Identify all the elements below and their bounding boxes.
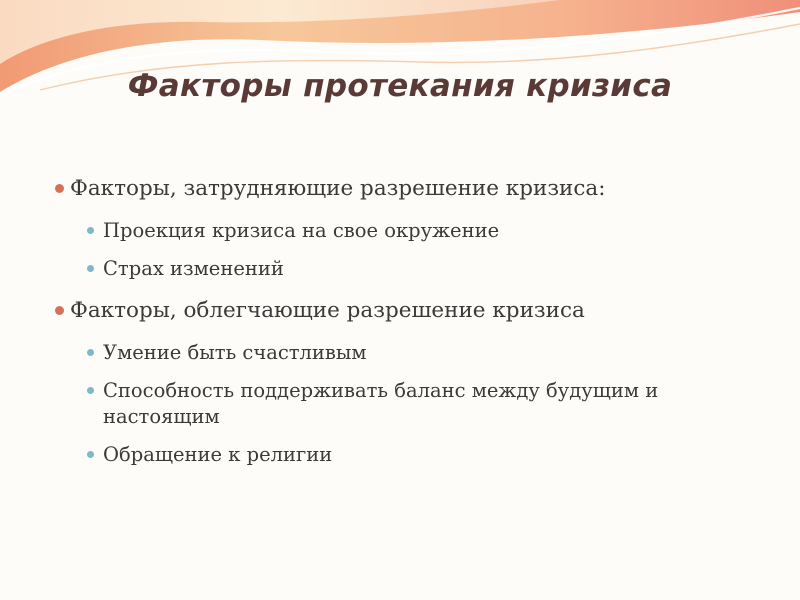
bullet-group-heading [55,294,775,328]
sub-bullet-text: Умение быть счастливым [103,341,367,364]
bullet-dot-icon [55,306,64,315]
bullet-list [55,172,775,468]
sub-bullet-dot-icon [87,451,94,458]
sub-bullet-dot-icon [87,349,94,356]
sub-bullet-text: Проекция кризиса на свое окружение [103,219,500,242]
sub-bullet-dot-icon [87,227,94,234]
sub-bullet-text: Обращение к религии [103,443,333,466]
bullet-group-heading [55,172,775,206]
bullet-text: Факторы, облегчающие разрешение кризиса [70,298,585,323]
sub-bullet-item [87,218,775,244]
sub-bullet-item [87,378,775,430]
sub-bullet-text: Страх изменений [103,257,284,280]
sub-bullet-dot-icon [87,387,94,394]
sub-bullet-text: Способность поддерживать баланс между будущим и настоящим [103,379,659,428]
slide-title: Факторы протекания кризиса [127,68,673,104]
sub-bullet-dot-icon [87,265,94,272]
sub-bullet-item [87,340,775,366]
bullet-dot-icon [55,184,64,193]
sub-bullet-item [87,256,775,282]
sub-bullet-item [87,442,775,468]
bullet-text: Факторы, затрудняющие разрешение кризиса: [70,176,606,201]
